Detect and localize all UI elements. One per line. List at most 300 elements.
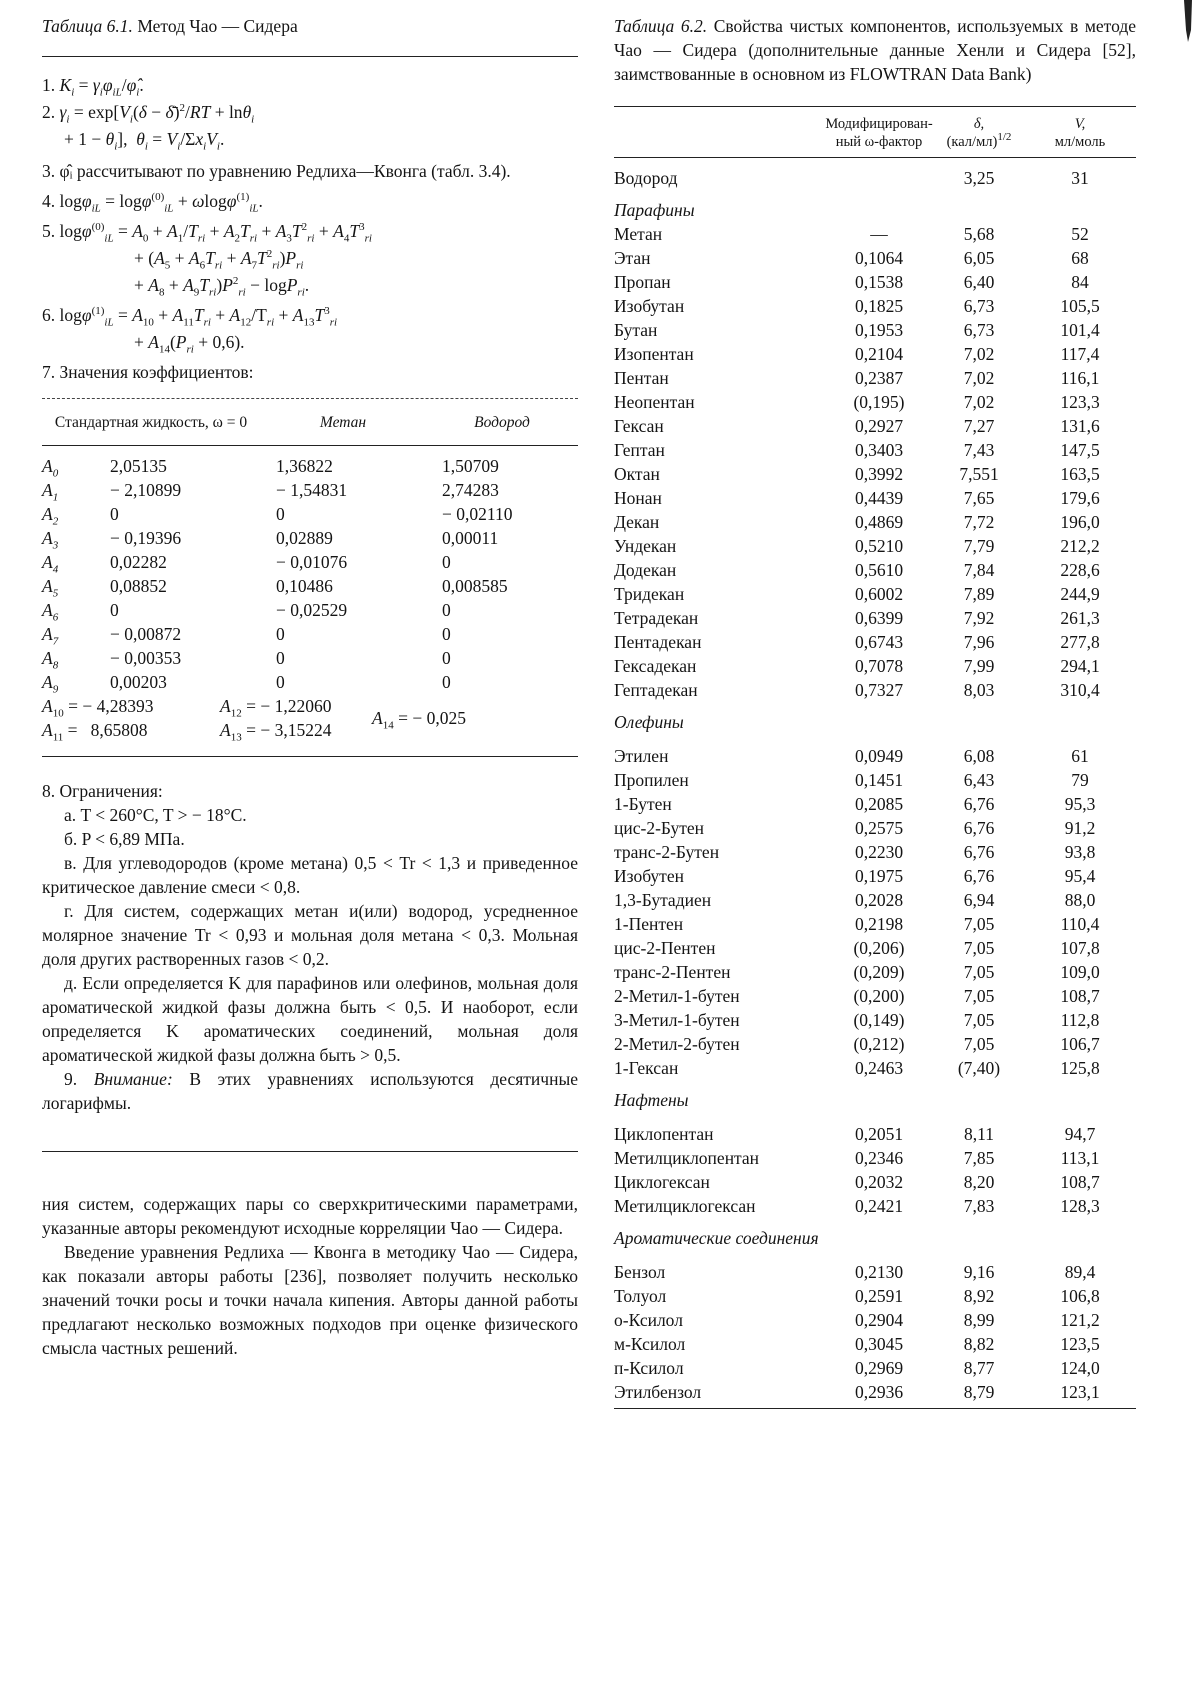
coef-row	[42, 574, 578, 598]
coef-methane-value: − 0,01076	[276, 552, 348, 572]
props-delta-value: 6,08	[963, 746, 995, 766]
props-compound-name: Циклогексан	[614, 1172, 710, 1192]
props-delta-value: 7,96	[963, 632, 995, 652]
props-row	[614, 960, 1136, 984]
props-row	[614, 222, 1136, 246]
props-delta-value: 7,05	[963, 986, 995, 1006]
props-delta-value: 5,68	[963, 224, 995, 244]
props-delta-value: 7,92	[963, 608, 995, 628]
props-row	[614, 1112, 1136, 1146]
props-row	[614, 816, 1136, 840]
props-volume-value: 212,2	[1060, 536, 1100, 556]
props-compound-name: транс-2-Бутен	[614, 842, 720, 862]
props-compound-name: Изобутан	[614, 296, 685, 316]
left-bottom-rule	[42, 1151, 578, 1152]
props-omega-value: 0,2421	[854, 1196, 904, 1216]
props-delta-value: 6,76	[963, 866, 995, 886]
props-delta-value: 6,05	[963, 248, 995, 268]
props-delta-value: 7,72	[963, 512, 995, 532]
props-header-name	[614, 107, 824, 157]
props-omega-value: 0,2032	[854, 1172, 904, 1192]
props-delta-value: 8,11	[964, 1124, 994, 1144]
props-delta-value: 7,05	[963, 914, 995, 934]
props-row	[614, 1250, 1136, 1284]
props-volume-value: 93,8	[1064, 842, 1096, 862]
coef-a14: $A_{14}$ = − 0,025	[372, 708, 466, 732]
props-delta-value: 7,05	[963, 938, 995, 958]
props-compound-name: Гептадекан	[614, 680, 698, 700]
props-omega-value: 0,1953	[854, 320, 904, 340]
coef-methane-value: 0	[276, 624, 285, 644]
left-column	[42, 14, 578, 1360]
props-group-row	[614, 1218, 1136, 1250]
props-row	[614, 342, 1136, 366]
props-row	[614, 1170, 1136, 1194]
props-row	[614, 630, 1136, 654]
props-compound-name: 1-Пентен	[614, 914, 684, 934]
table-6-2-caption-prefix: Таблица 6.2.	[614, 16, 708, 36]
coef-row	[42, 646, 578, 670]
props-omega-value: 0,5610	[854, 560, 904, 580]
props-delta-value: 7,99	[963, 656, 995, 676]
props-row	[614, 582, 1136, 606]
props-volume-value: 109,0	[1060, 962, 1100, 982]
props-delta-value: 7,89	[963, 584, 995, 604]
props-delta-value: 6,76	[963, 842, 995, 862]
props-compound-name: Додекан	[614, 560, 677, 580]
props-omega-value: 0,2463	[854, 1058, 904, 1078]
coef-symbol: $A_7$	[42, 624, 59, 648]
props-row	[614, 390, 1136, 414]
props-delta-value: 6,76	[963, 818, 995, 838]
props-volume-value: 124,0	[1060, 1358, 1100, 1378]
props-compound-name: Гексадекан	[614, 656, 697, 676]
props-omega-value: 0,2904	[854, 1310, 904, 1330]
props-compound-name: Тетрадекан	[614, 608, 699, 628]
props-row	[614, 678, 1136, 702]
props-delta-value: 3,25	[963, 168, 995, 188]
props-row	[614, 1332, 1136, 1356]
props-row	[614, 734, 1136, 768]
coef-methane-value: 0	[276, 504, 285, 524]
props-header-volume	[1024, 107, 1136, 157]
coef-extra-block	[42, 694, 578, 750]
scan-artifact-mark	[1180, 0, 1194, 42]
props-omega-value: 0,2028	[854, 890, 904, 910]
coef-row	[42, 598, 578, 622]
props-volume-value: 106,7	[1060, 1034, 1100, 1054]
props-volume-value: 89,4	[1064, 1262, 1096, 1282]
coef-standard-liquid-value: − 0,00872	[110, 624, 182, 644]
props-group-label: Нафтены	[614, 1090, 689, 1110]
table-6-1-title	[42, 14, 578, 38]
limit-g: г. Для систем, содержащих метан и(или) водород, усредненное молярное значение Tr < 0,93 и мольная доля метана < 0,3. Мольная доля других растворенных газов < 0,2.	[42, 901, 578, 969]
coef-methane-value: 1,36822	[276, 456, 333, 476]
props-volume-value: 123,3	[1060, 392, 1100, 412]
coef-symbol: $A_0$	[42, 456, 59, 480]
props-group-label: Парафины	[614, 200, 695, 220]
props-compound-name: 1-Гексан	[614, 1058, 679, 1078]
coef-standard-liquid-value: 2,05135	[110, 456, 167, 476]
props-row	[614, 318, 1136, 342]
props-omega-value	[824, 166, 934, 190]
coef-methane-value: − 0,02529	[276, 600, 348, 620]
props-omega-value: 0,2936	[854, 1382, 904, 1402]
props-omega-value: 0,3992	[854, 464, 904, 484]
step-3-text: 3. φ̂ᵢ рассчитывают по уравнению Редлиха—Квонга (табл. 3.4).	[42, 161, 511, 181]
props-delta-value: 7,43	[963, 440, 995, 460]
props-compound-name: о-Ксилол	[614, 1310, 683, 1330]
step-6-formula-cont: + $A_{14}(P_{ri} + 0,6)$.	[134, 332, 245, 356]
props-compound-name: 2-Метил-1-бутен	[614, 986, 740, 1006]
props-compound-name: м-Ксилол	[614, 1334, 686, 1354]
coef-hydrogen-value: 0,008585	[442, 576, 508, 596]
props-omega-value: 0,4439	[854, 488, 904, 508]
props-row	[614, 270, 1136, 294]
props-delta-value: 8,99	[963, 1310, 995, 1330]
props-delta-value: 7,551	[959, 464, 999, 484]
props-omega-value: 0,3403	[854, 440, 904, 460]
props-volume-value: 116,1	[1060, 368, 1100, 388]
props-row	[614, 1146, 1136, 1170]
props-row	[614, 768, 1136, 792]
props-compound-name: Бензол	[614, 1262, 666, 1282]
props-row	[614, 792, 1136, 816]
props-compound-name: Пропан	[614, 272, 671, 292]
props-compound-name: Метилциклопентан	[614, 1148, 760, 1168]
coef-a11: $A_{11} = 8,65808$	[42, 720, 148, 744]
props-row	[614, 510, 1136, 534]
props-compound-name: 2-Метил-2-бутен	[614, 1034, 740, 1054]
props-compound-name: цис-2-Пентен	[614, 938, 716, 958]
coef-header-standard-liquid: Стандартная жидкость, ω = 0	[54, 414, 248, 431]
coef-symbol: $A_9$	[42, 672, 59, 696]
props-delta-value: 6,40	[963, 272, 995, 292]
props-omega-value: 0,5210	[854, 536, 904, 556]
props-delta-value: 7,65	[963, 488, 995, 508]
props-volume-value: 179,6	[1060, 488, 1100, 508]
props-delta-value: 7,05	[963, 962, 995, 982]
coef-standard-liquid-value: 0	[110, 504, 119, 524]
table-6-2-caption-text: Свойства чистых компонентов, используемых в методе Чао — Сидера (дополнительные данные Хенли и Сидера [52], заимствованные в основном из FLOWTRAN Data Bank)	[614, 16, 1137, 84]
note-9-label: 9.	[64, 1069, 94, 1089]
props-omega-value: 0,1064	[854, 248, 904, 268]
limit-d: д. Если определяется K для парафинов или олефинов, мольная доля ароматической жидкой фазы должна быть < 0,5. И наоборот, если определяется K ароматических соединений, мольная доля ароматической жидкой фазы должна быть > 0,5.	[42, 973, 578, 1065]
props-delta-value: 6,94	[963, 890, 995, 910]
props-row	[614, 984, 1136, 1008]
props-volume-value: 123,1	[1060, 1382, 1100, 1402]
props-volume-value: 94,7	[1064, 1124, 1096, 1144]
props-compound-name: Гексан	[614, 416, 664, 436]
props-row	[614, 414, 1136, 438]
props-volume-value: 107,8	[1060, 938, 1100, 958]
props-volume-value: 244,9	[1060, 584, 1100, 604]
props-delta-value: (7,40)	[957, 1058, 1001, 1078]
coef-row	[42, 622, 578, 646]
props-omega-value: 0,2927	[854, 416, 904, 436]
props-omega-value: 0,6743	[854, 632, 904, 652]
props-omega-value: 0,2346	[854, 1148, 904, 1168]
coef-row	[42, 502, 578, 526]
props-compound-name: Тридекан	[614, 584, 685, 604]
props-omega-value: —	[870, 224, 888, 244]
props-volume-value: 108,7	[1060, 1172, 1100, 1192]
props-volume-value: 106,8	[1060, 1286, 1100, 1306]
props-compound-name: п-Ксилол	[614, 1358, 684, 1378]
coef-row	[42, 478, 578, 502]
coef-hydrogen-value: 0	[442, 672, 451, 692]
props-compound-name: Октан	[614, 464, 660, 484]
props-volume-value: 128,3	[1060, 1196, 1100, 1216]
props-omega-value: 0,2104	[854, 344, 904, 364]
props-row	[614, 246, 1136, 270]
coef-standard-liquid-value: − 2,10899	[110, 480, 182, 500]
props-omega-value: 0,7327	[854, 680, 904, 700]
props-volume-value: 277,8	[1060, 632, 1100, 652]
coef-table-body	[42, 454, 578, 694]
props-omega-value: 0,7078	[854, 656, 904, 676]
coef-table-bottom-rule	[42, 756, 578, 757]
props-compound-name: Пентан	[614, 368, 669, 388]
table-6-2-title	[614, 14, 1136, 86]
props-volume-value: 123,5	[1060, 1334, 1100, 1354]
props-row	[614, 438, 1136, 462]
props-header-omega	[824, 107, 934, 157]
limit-b: б. P < 6,89 МПа.	[64, 829, 185, 849]
props-row	[614, 654, 1136, 678]
props-delta-value: 6,73	[963, 320, 995, 340]
props-volume-value: 112,8	[1060, 1010, 1100, 1030]
coef-standard-liquid-value: 0,08852	[110, 576, 167, 596]
coef-hydrogen-value: − 0,02110	[442, 504, 513, 524]
coef-hydrogen-value: 0	[442, 552, 451, 572]
limit-v: в. Для углеводородов (кроме метана) 0,5 < Tr < 1,3 и приведенное критическое давление смеси < 0,8.	[42, 853, 578, 897]
props-delta-value: 7,27	[963, 416, 995, 436]
props-row	[614, 1284, 1136, 1308]
properties-table	[614, 107, 1136, 1404]
limit-a: а. T < 260°C, T > − 18°C.	[64, 805, 247, 825]
props-volume-value: 31	[1071, 168, 1089, 188]
props-header-delta-line2	[934, 133, 1024, 151]
props-delta-value: 6,73	[963, 296, 995, 316]
props-delta-value: 7,05	[963, 1034, 995, 1054]
props-omega-value: 0,2130	[854, 1262, 904, 1282]
props-delta-value: 8,03	[963, 680, 995, 700]
right-column	[614, 14, 1136, 1409]
coef-methane-value: 0,10486	[276, 576, 333, 596]
step-1-formula: 1. $K_i$ = $\gamma_i\varphi_{iL}/\varphî_i$.	[42, 75, 144, 99]
props-group-row	[614, 190, 1136, 222]
props-delta-value: 7,79	[963, 536, 995, 556]
props-row	[614, 534, 1136, 558]
coef-row	[42, 526, 578, 550]
coef-header-hydrogen: Водород	[474, 414, 530, 431]
props-compound-name: Пропилен	[614, 770, 689, 790]
props-row	[614, 840, 1136, 864]
step-6-formula: 6. $\log\varphi^{(1)}_{iL} = A_{10} + A_{11}T_{ri} + A_{12}/T_{ri} + A_{13}T^3_{ri}$	[42, 305, 338, 329]
props-volume-value: 88,0	[1064, 890, 1096, 910]
props-volume-value: 261,3	[1060, 608, 1100, 628]
coef-symbol: $A_1$	[42, 480, 59, 504]
props-compound-name: Этилбензол	[614, 1382, 702, 1402]
coef-methane-value: 0	[276, 672, 285, 692]
props-omega-value: 0,1975	[854, 866, 904, 886]
step-7-text: 7. Значения коэффициентов:	[42, 362, 254, 382]
props-delta-value: 7,84	[963, 560, 995, 580]
props-compound-name: Нонан	[614, 488, 662, 508]
coef-hydrogen-value: 0	[442, 648, 451, 668]
props-omega-value: 0,1825	[854, 296, 904, 316]
props-volume-value: 125,8	[1060, 1058, 1100, 1078]
props-volume-value: 294,1	[1060, 656, 1100, 676]
coef-hydrogen-value: 2,74283	[442, 480, 499, 500]
coef-hydrogen-value: 1,50709	[442, 456, 499, 476]
coef-symbol: $A_3$	[42, 528, 59, 552]
props-header-delta-unit: (кал/мл)	[946, 134, 998, 150]
table-6-1-caption-text: Метод Чао — Сидера	[132, 16, 298, 36]
props-volume-value: 108,7	[1060, 986, 1100, 1006]
props-delta-value: 7,83	[963, 1196, 995, 1216]
props-volume-value: 121,2	[1060, 1310, 1100, 1330]
props-compound-name: Толуол	[614, 1286, 667, 1306]
props-omega-value: 0,2051	[854, 1124, 904, 1144]
props-delta-value: 8,82	[963, 1334, 995, 1354]
coef-hydrogen-value: 0	[442, 600, 451, 620]
props-row	[614, 888, 1136, 912]
limits-section	[42, 779, 578, 1115]
props-omega-value: 0,2591	[854, 1286, 904, 1306]
body-text	[42, 1192, 578, 1360]
props-delta-value: 8,77	[963, 1358, 995, 1378]
props-volume-value: 163,5	[1060, 464, 1100, 484]
props-header-delta-exp: 1/2	[997, 131, 1012, 144]
props-omega-value: 0,3045	[854, 1334, 904, 1354]
props-header-volume-line1: V,	[1074, 116, 1086, 132]
props-delta-value: 7,02	[963, 392, 995, 412]
props-delta-value: 7,05	[963, 1010, 995, 1030]
coef-symbol: $A_8$	[42, 648, 59, 672]
props-header-delta	[934, 107, 1024, 157]
props-compound-name: Циклопентан	[614, 1124, 714, 1144]
props-row	[614, 864, 1136, 888]
props-header-omega-line1: Модифицирован-	[825, 116, 933, 132]
props-volume-value: 84	[1071, 272, 1089, 292]
props-delta-value: 7,02	[963, 368, 995, 388]
props-volume-value: 95,3	[1064, 794, 1096, 814]
props-row	[614, 912, 1136, 936]
props-compound-name: Метан	[614, 224, 663, 244]
props-volume-value: 68	[1071, 248, 1089, 268]
props-omega-value: (0,206)	[853, 938, 905, 958]
step-5-formula-cont-2: + $A_8 + A_9T_{ri})P^2_{ri} - \log P_{ri}$.	[134, 275, 310, 299]
props-group-row	[614, 702, 1136, 734]
coef-methane-value: − 1,54831	[276, 480, 348, 500]
coef-header-methane: Метан	[319, 414, 367, 431]
props-omega-value: 0,2198	[854, 914, 904, 934]
table-6-1-caption-prefix: Таблица 6.1.	[42, 16, 133, 36]
props-volume-value: 147,5	[1060, 440, 1100, 460]
props-volume-value: 113,1	[1060, 1148, 1100, 1168]
coef-hydrogen-value: 0	[442, 624, 451, 644]
props-row	[614, 1032, 1136, 1056]
props-compound-name: Декан	[614, 512, 660, 532]
note-9	[42, 1067, 578, 1115]
props-omega-value: 0,2230	[854, 842, 904, 862]
props-omega-value: 0,2575	[854, 818, 904, 838]
coef-standard-liquid-value: − 0,19396	[110, 528, 182, 548]
props-omega-value: (0,195)	[853, 392, 905, 412]
props-row	[614, 1056, 1136, 1080]
props-volume-value: 131,6	[1060, 416, 1100, 436]
props-omega-value: 0,2387	[854, 368, 904, 388]
coef-standard-liquid-value: 0	[110, 600, 119, 620]
props-volume-value: 196,0	[1060, 512, 1100, 532]
props-volume-value: 61	[1071, 746, 1089, 766]
props-header-omega-line2: ный ω-фактор	[835, 134, 923, 150]
coef-hydrogen-value: 0,00011	[442, 528, 499, 548]
props-compound-name: Метилциклогексан	[614, 1196, 756, 1216]
props-delta-value: 6,76	[963, 794, 995, 814]
props-volume-value: 110,4	[1060, 914, 1100, 934]
props-row	[614, 606, 1136, 630]
props-omega-value: (0,209)	[853, 962, 905, 982]
props-omega-value: (0,212)	[853, 1034, 905, 1054]
props-omega-value: 0,0949	[854, 746, 904, 766]
props-volume-value: 310,4	[1060, 680, 1100, 700]
props-compound-name: Гептан	[614, 440, 665, 460]
props-row	[614, 1380, 1136, 1404]
props-delta-value: 7,02	[963, 344, 995, 364]
coef-symbol: $A_6$	[42, 600, 59, 624]
coef-methane-value: 0,02889	[276, 528, 333, 548]
props-volume-value: 52	[1071, 224, 1089, 244]
props-omega-value: 0,2969	[854, 1358, 904, 1378]
props-delta-value: 8,92	[963, 1286, 995, 1306]
step-5-formula-cont-1: + $(A_5 + A_6T_{ri} + A_7T^2_{ri})P_{ri}$	[134, 248, 304, 272]
coef-symbol: $A_2$	[42, 504, 59, 528]
props-compound-name: 1,3-Бутадиен	[614, 890, 712, 910]
props-group-row	[614, 1080, 1136, 1112]
props-row	[614, 558, 1136, 582]
props-header-volume-line2: мл/моль	[1054, 134, 1106, 150]
props-compound-name: Этилен	[614, 746, 669, 766]
coef-row	[42, 670, 578, 694]
coefficients-table	[42, 399, 578, 694]
body-paragraph-2: Введение уравнения Редлиха — Квонга в методику Чао — Сидера, как показали авторы работы [236], позволяет получить несколько значений точки росы и точки начала кипения. Авторы данной работы предлагают несколько возможных подходов при оценке физического смысла частных решений.	[42, 1242, 578, 1358]
props-row	[614, 462, 1136, 486]
note-9-text: В этих уравнениях используются десятичные логарифмы.	[42, 1069, 578, 1113]
step-2-formula-cont: + $1 - \theta_i$], $\theta_i = V_i/\Sigma x_iV_i$.	[64, 129, 225, 153]
props-compound-name: 1-Бутен	[614, 794, 672, 814]
props-delta-value: 7,85	[963, 1148, 995, 1168]
props-omega-value: 0,6002	[854, 584, 904, 604]
props-volume-value: 91,2	[1064, 818, 1096, 838]
props-volume-value: 228,6	[1060, 560, 1100, 580]
props-omega-value: 0,1538	[854, 272, 904, 292]
props-omega-value: 0,6399	[854, 608, 904, 628]
props-delta-value: 8,20	[963, 1172, 995, 1192]
coef-a12: $A_{12}$ = − 1,22060	[220, 696, 332, 720]
table-6-2-bottom-rule	[614, 1408, 1136, 1409]
coef-a10: $A_{10}$ = − 4,28393	[42, 696, 154, 720]
props-omega-value: 0,2085	[854, 794, 904, 814]
props-compound-name: 3-Метил-1-бутен	[614, 1010, 740, 1030]
body-paragraph-1: ния систем, содержащих пары со сверхкритическими параметрами, указанные авторы рекомендуют исходные корреляции Чао — Сидера.	[42, 1194, 578, 1238]
props-volume-value: 79	[1071, 770, 1089, 790]
props-omega-value: (0,149)	[853, 1010, 905, 1030]
props-volume-value: 95,4	[1064, 866, 1096, 886]
props-row	[614, 1308, 1136, 1332]
